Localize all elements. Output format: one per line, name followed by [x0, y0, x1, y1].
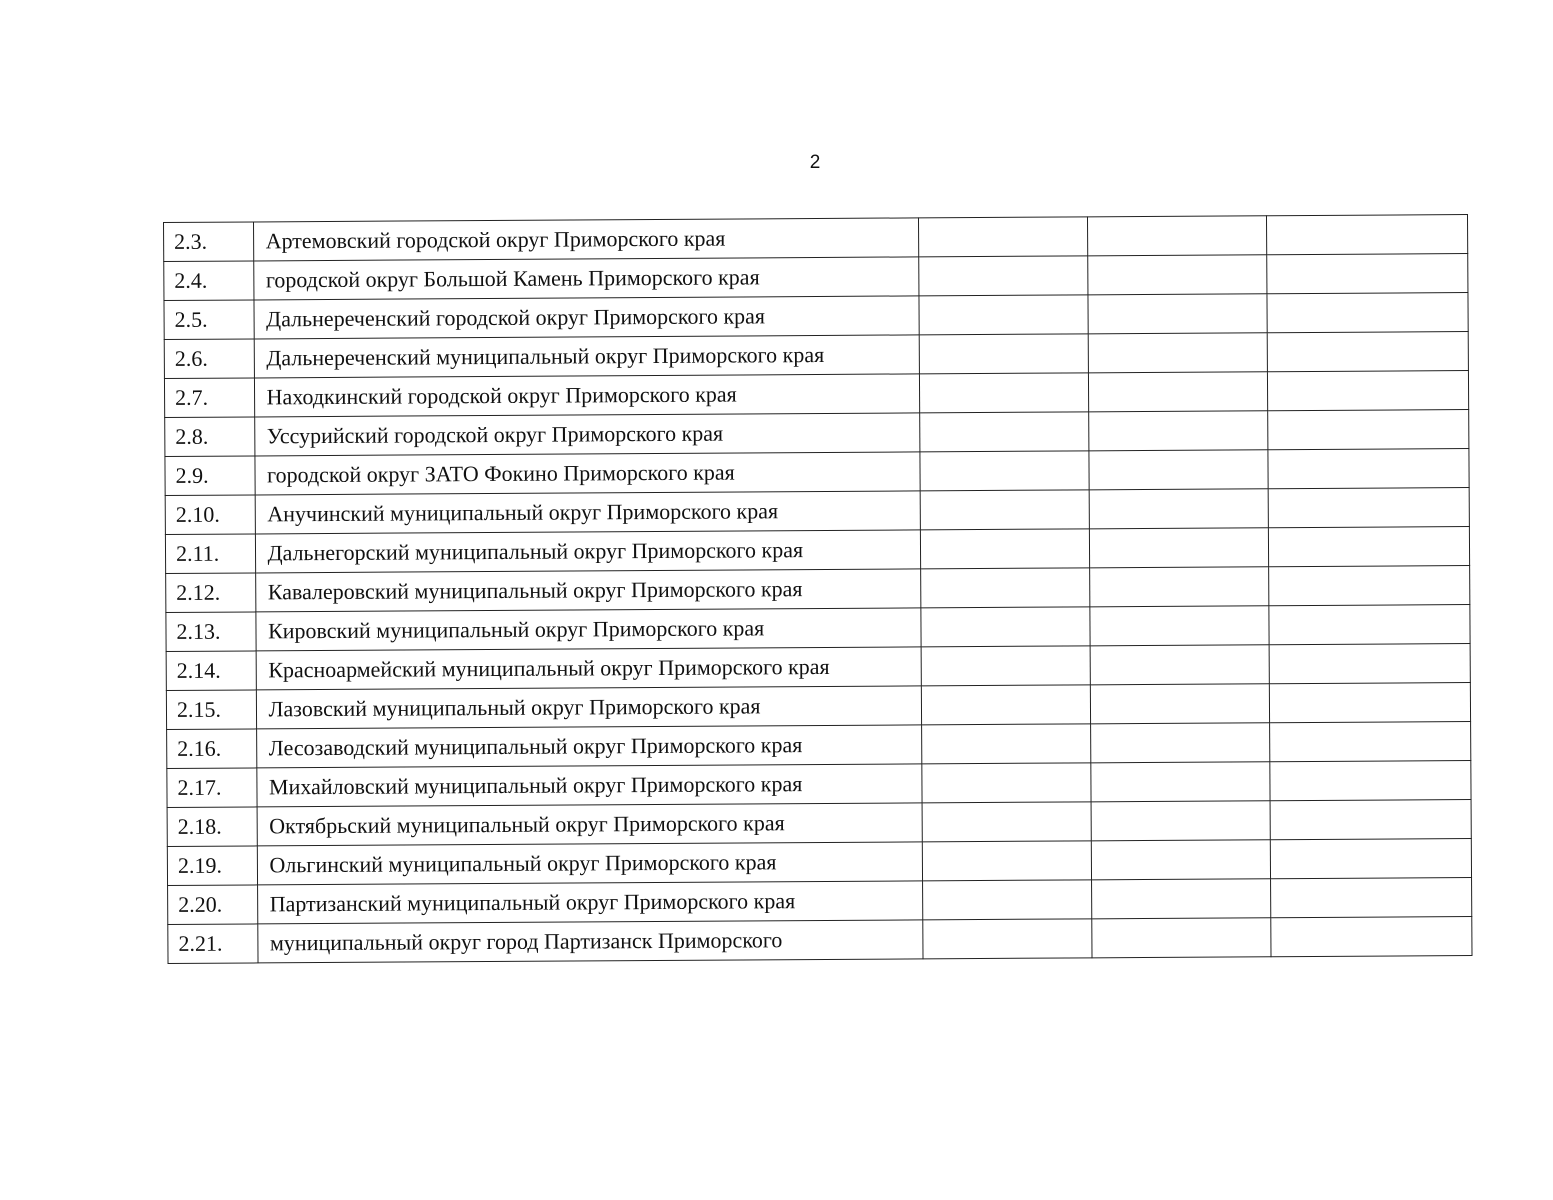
district-name-cell: Красноармейский муниципальный округ Приморского края	[256, 647, 921, 690]
row-number-cell: 2.13.	[166, 612, 256, 652]
empty-value-cell	[1090, 723, 1269, 763]
row-number-cell: 2.16.	[167, 729, 257, 769]
empty-value-cell	[920, 607, 1089, 647]
empty-value-cell	[1088, 411, 1267, 451]
row-number-cell: 2.10.	[165, 495, 255, 535]
row-number-cell: 2.20.	[168, 885, 258, 925]
empty-value-cell	[1088, 333, 1267, 373]
empty-value-cell	[1269, 605, 1470, 645]
empty-value-cell	[919, 412, 1088, 452]
empty-value-cell	[1266, 215, 1467, 255]
row-number-cell: 2.9.	[165, 456, 255, 496]
row-number-cell: 2.18.	[167, 807, 257, 847]
empty-value-cell	[920, 490, 1089, 530]
empty-value-cell	[1087, 255, 1266, 295]
districts-table	[163, 214, 1473, 964]
row-number-cell: 2.11.	[165, 534, 255, 574]
empty-value-cell	[1090, 684, 1269, 724]
empty-value-cell	[920, 451, 1089, 491]
empty-value-cell	[1270, 761, 1471, 801]
empty-value-cell	[1090, 762, 1269, 802]
empty-value-cell	[1270, 800, 1471, 840]
district-name-cell: Дальнереченский муниципальный округ Приморского края	[254, 335, 919, 378]
empty-value-cell	[1090, 606, 1269, 646]
empty-value-cell	[920, 568, 1089, 608]
district-name-cell: Дальнегорский муниципальный округ Приморского края	[255, 530, 920, 573]
empty-value-cell	[1270, 839, 1471, 879]
empty-value-cell	[1087, 216, 1266, 256]
empty-value-cell	[1088, 294, 1267, 334]
empty-value-cell	[920, 529, 1089, 569]
district-name-cell: Партизанский муниципальный округ Приморского края	[257, 881, 922, 924]
empty-value-cell	[1091, 840, 1270, 880]
empty-value-cell	[1268, 566, 1469, 606]
row-number-cell: 2.14.	[166, 651, 256, 691]
district-name-cell: Лесозаводский муниципальный округ Приморского края	[256, 725, 921, 768]
empty-value-cell	[1266, 254, 1467, 294]
row-number-cell: 2.17.	[167, 768, 257, 808]
empty-value-cell	[918, 217, 1087, 257]
empty-value-cell	[919, 295, 1088, 335]
page-number: 2	[809, 152, 821, 173]
empty-value-cell	[1268, 527, 1469, 567]
empty-value-cell	[919, 373, 1088, 413]
district-name-cell: Кировский муниципальный округ Приморского края	[255, 608, 920, 651]
district-name-cell: муниципальный округ город Партизанск Приморского	[257, 920, 922, 963]
district-name-cell: Уссурийский городской округ Приморского края	[254, 413, 919, 456]
district-name-cell: городской округ Большой Камень Приморского края	[253, 257, 918, 300]
district-name-cell: Дальнереченский городской округ Приморского края	[254, 296, 919, 339]
district-name-cell: Лазовский муниципальный округ Приморского края	[256, 686, 921, 729]
row-number-cell: 2.12.	[166, 573, 256, 613]
empty-value-cell	[1267, 410, 1468, 450]
empty-value-cell	[1271, 917, 1472, 957]
empty-value-cell	[922, 841, 1091, 881]
empty-value-cell	[921, 646, 1090, 686]
district-name-cell: Кавалеровский муниципальный округ Приморского края	[255, 569, 920, 612]
empty-value-cell	[918, 256, 1087, 296]
empty-value-cell	[1270, 878, 1471, 918]
table-body	[164, 215, 1473, 964]
empty-value-cell	[1091, 918, 1270, 958]
empty-value-cell	[1269, 644, 1470, 684]
row-number-cell: 2.21.	[168, 924, 258, 964]
empty-value-cell	[1267, 332, 1468, 372]
district-name-cell: Ольгинский муниципальный округ Приморского края	[257, 842, 922, 885]
empty-value-cell	[1091, 879, 1270, 919]
empty-value-cell	[922, 880, 1091, 920]
district-name-cell: Анучинский муниципальный округ Приморского края	[255, 491, 920, 534]
row-number-cell: 2.15.	[166, 690, 256, 730]
empty-value-cell	[922, 919, 1091, 959]
row-number-cell: 2.5.	[164, 300, 254, 340]
empty-value-cell	[922, 802, 1091, 842]
row-number-cell: 2.19.	[167, 846, 257, 886]
empty-value-cell	[1267, 293, 1468, 333]
empty-value-cell	[1089, 450, 1268, 490]
empty-value-cell	[1091, 801, 1270, 841]
row-number-cell: 2.7.	[164, 378, 254, 418]
empty-value-cell	[1089, 567, 1268, 607]
district-name-cell: Находкинский городской округ Приморского края	[254, 374, 919, 417]
empty-value-cell	[1269, 683, 1470, 723]
district-name-cell: Артемовский городской округ Приморского края	[253, 218, 918, 261]
empty-value-cell	[1088, 372, 1267, 412]
empty-value-cell	[1089, 528, 1268, 568]
empty-value-cell	[921, 685, 1090, 725]
empty-value-cell	[1268, 449, 1469, 489]
row-number-cell: 2.3.	[164, 222, 254, 262]
empty-value-cell	[919, 334, 1088, 374]
district-name-cell: Михайловский муниципальный округ Приморского края	[256, 764, 921, 807]
row-number-cell: 2.8.	[165, 417, 255, 457]
table-row	[168, 917, 1472, 964]
empty-value-cell	[921, 763, 1090, 803]
district-name-cell: городской округ ЗАТО Фокино Приморского края	[254, 452, 919, 495]
empty-value-cell	[1090, 645, 1269, 685]
empty-value-cell	[1089, 489, 1268, 529]
empty-value-cell	[1267, 371, 1468, 411]
empty-value-cell	[1268, 488, 1469, 528]
empty-value-cell	[1269, 722, 1470, 762]
row-number-cell: 2.4.	[164, 261, 254, 301]
empty-value-cell	[921, 724, 1090, 764]
district-name-cell: Октябрьский муниципальный округ Приморского края	[257, 803, 922, 846]
row-number-cell: 2.6.	[164, 339, 254, 379]
